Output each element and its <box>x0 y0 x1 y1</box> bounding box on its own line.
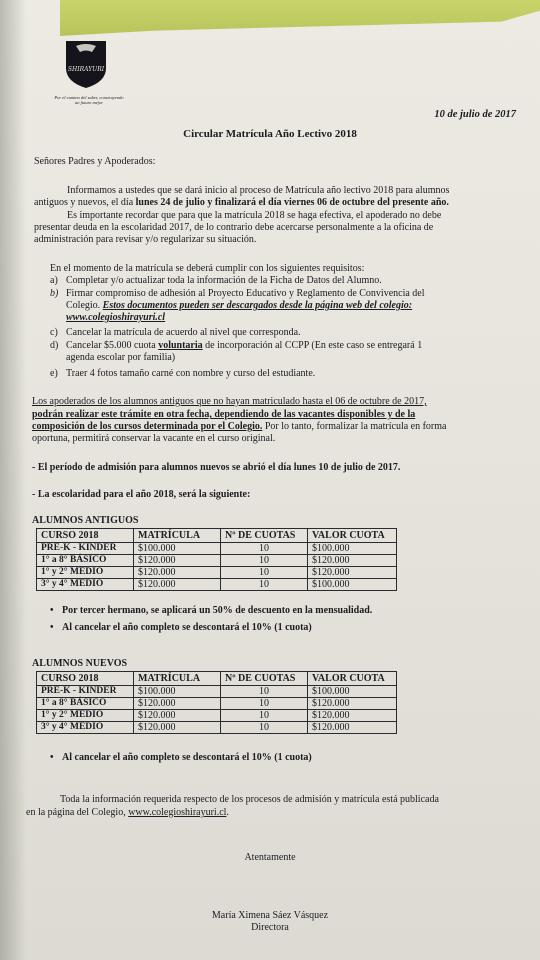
fees-table-antiguos <box>36 528 397 591</box>
cell-matricula: $120.000 <box>134 722 221 734</box>
cell-matricula: $100.000 <box>134 543 221 555</box>
cell-matricula: $120.000 <box>134 710 221 722</box>
intro-line-4: presentar deuda en la escolaridad 2017, de lo contrario debe acercarse personalmente a la oficina de <box>34 222 434 233</box>
greeting: Señores Padres y Apoderados: <box>34 156 156 167</box>
requirements-lead: En el momento de la matrícula se deberá cumplir con los siguientes requisitos: <box>50 263 365 274</box>
table-row <box>37 579 397 591</box>
farewell: Atentamente <box>244 852 296 863</box>
note-full-year-nuevos <box>50 752 312 764</box>
intro-line-1: Informamos a ustedes que se dará inicio al proceso de Matrícula año lectivo 2018 para alumnos <box>67 185 450 196</box>
cell-cuotas: 10 <box>221 579 308 591</box>
cell-curso: 1° a 8° BÁSICO <box>37 698 134 710</box>
intro-line-3: Es importante recordar que para que la matrícula 2018 se haga efectiva, el apoderado no debe <box>67 210 442 221</box>
intro-dates: lunes 24 de julio y finalizará el día viernes 06 de octubre del presente año. <box>135 197 449 208</box>
note-third-sibling <box>50 605 372 617</box>
cell-cuotas: 10 <box>221 543 308 555</box>
cell-valor: $120.000 <box>308 555 397 567</box>
cell-valor: $120.000 <box>308 567 397 579</box>
cell-valor: $120.000 <box>308 722 397 734</box>
document-title: Circular Matrícula Año Lectivo 2018 <box>183 128 357 140</box>
table-antiguos-title: ALUMNOS ANTIGUOS <box>32 515 139 526</box>
notice-composition: composición de los cursos determinada por el Colegio. <box>32 421 263 432</box>
table-nuevos-title: ALUMNOS NUEVOS <box>32 658 128 669</box>
closing-line-2 <box>26 807 229 820</box>
col-valor-cuota: VALOR CUOTA <box>308 529 397 543</box>
requirement-d-text-end: de incorporación al CCPP (En este caso se entregará 1 <box>202 340 423 351</box>
requirement-d-text: Cancelar $5.000 cuota <box>66 340 159 351</box>
notice-line-1: Los apoderados de los alumnos antiguos que no hayan matriculado hasta el 06 de octubre de 2017, <box>32 396 427 407</box>
col-matricula: MATRÍCULA <box>134 529 221 543</box>
requirement-b-download-note: Estos documentos pueden ser descargados desde la página web del colegio: <box>102 300 413 311</box>
requirement-e: Traer 4 fotos tamaño carné con nombre y curso del estudiante. <box>66 368 316 379</box>
signer-name: María Ximena Sáez Vásquez <box>211 910 329 921</box>
col-matricula: MATRÍCULA <box>134 672 221 686</box>
cell-valor: $100.000 <box>308 543 397 555</box>
col-curso: CURSO 2018 <box>37 672 134 686</box>
table-header-row <box>37 672 397 686</box>
requirement-c: Cancelar la matrícula de acuerdo al nivel que corresponda. <box>66 327 301 338</box>
cell-curso: 3° y 4° MEDIO <box>37 579 134 591</box>
closing-period: . <box>226 807 229 818</box>
signer-role: Directora <box>251 922 289 933</box>
requirement-e-letter: e) <box>50 368 58 379</box>
table-row <box>37 722 397 734</box>
note-full-year-antiguos <box>50 622 312 634</box>
cell-valor: $120.000 <box>308 710 397 722</box>
notice-line-2: podrán realizar este trámite en otra fecha, dependiendo de las vacantes disponibles y de la <box>32 409 416 420</box>
notice-line-4: oportuna, permitirá conservar la vacante en el curso original. <box>32 433 276 444</box>
table-row <box>37 567 397 579</box>
note-text: Al cancelar el año completo se descontará el 10% (1 cuota) <box>62 752 312 763</box>
schooling-note: - La escolaridad para el año 2018, será la siguiente: <box>32 489 251 500</box>
cell-matricula: $120.000 <box>134 555 221 567</box>
cell-cuotas: 10 <box>221 722 308 734</box>
requirement-d-line-1 <box>66 340 422 353</box>
cell-cuotas: 10 <box>221 710 308 722</box>
requirement-a-letter: a) <box>50 275 58 286</box>
document-date: 10 de julio de 2017 <box>434 109 516 120</box>
cell-matricula: $120.000 <box>134 579 221 591</box>
note-text: Por tercer hermano, se aplicará un 50% de descuento en la mensualidad. <box>62 605 373 616</box>
requirement-b-line-2 <box>66 300 412 313</box>
col-valor-cuota: VALOR CUOTA <box>308 672 397 686</box>
closing-line-1: Toda la información requerida respecto de los procesos de admisión y matrícula está publicada <box>60 794 439 805</box>
requirement-d-line-2: agenda escolar por familia) <box>66 352 176 363</box>
requirement-d-voluntary: voluntaria <box>158 340 203 351</box>
cell-cuotas: 10 <box>221 567 308 579</box>
cell-cuotas: 10 <box>221 686 308 698</box>
cell-curso: 1° a 8° BÁSICO <box>37 555 134 567</box>
cell-cuotas: 10 <box>221 555 308 567</box>
requirement-b-text: Colegio. <box>66 300 103 311</box>
bullet-dot-icon: • <box>50 752 54 763</box>
cell-curso: 1° y 2° MEDIO <box>37 710 134 722</box>
table-header-row <box>37 529 397 543</box>
note-text: Al cancelar el año completo se descontará el 10% (1 cuota) <box>62 622 312 633</box>
requirement-a: Completar y/o actualizar toda la información de la Ficha de Datos del Alumno. <box>66 275 382 286</box>
background-green-fold <box>60 0 540 36</box>
logo-text: SHIRAYURI <box>67 66 105 73</box>
requirement-d-letter: d) <box>50 340 59 351</box>
requirement-b-letter: b) <box>50 288 59 299</box>
intro-text: antiguos y nuevos, el día <box>34 197 136 208</box>
notice-text: Por lo tanto, formalizar la matrícula en forma <box>262 421 447 432</box>
table-row <box>37 543 397 555</box>
intro-line-2 <box>34 197 449 210</box>
cell-curso: 1° y 2° MEDIO <box>37 567 134 579</box>
requirement-b-line-1: Firmar compromiso de adhesión al Proyecto Educativo y Reglamento de Convivencia del <box>66 288 425 299</box>
cell-curso: 3° y 4° MEDIO <box>37 722 134 734</box>
table-row <box>37 686 397 698</box>
closing-website-link[interactable]: www.colegioshirayuri.cl <box>128 807 227 818</box>
bullet-dot-icon: • <box>50 622 54 633</box>
school-website-link[interactable]: www.colegioshirayuri.cl <box>66 312 166 323</box>
admission-note: - El período de admisión para alumnos nuevos se abrió el día lunes 10 de julio de 2017. <box>32 462 401 473</box>
closing-text: en la página del Colegio, <box>26 807 129 818</box>
col-cuotas: Nº DE CUOTAS <box>221 672 308 686</box>
cell-cuotas: 10 <box>221 698 308 710</box>
bullet-dot-icon: • <box>50 605 54 616</box>
cell-matricula: $120.000 <box>134 698 221 710</box>
requirement-c-letter: c) <box>50 327 58 338</box>
col-cuotas: Nº DE CUOTAS <box>221 529 308 543</box>
fees-table-nuevos <box>36 671 397 734</box>
table-row <box>37 698 397 710</box>
school-motto: Por el camino del saber, construyendo un futuro mejor <box>54 95 124 105</box>
notice-line-3 <box>32 421 446 434</box>
intro-line-5: administración para revisar y/o regularizar su situación. <box>34 234 257 245</box>
table-row <box>37 555 397 567</box>
cell-curso: PRE-K - KINDER <box>37 686 134 698</box>
cell-matricula: $120.000 <box>134 567 221 579</box>
school-crest-logo <box>62 38 110 90</box>
page-shadow <box>0 0 26 960</box>
cell-valor: $100.000 <box>308 579 397 591</box>
cell-matricula: $100.000 <box>134 686 221 698</box>
col-curso: CURSO 2018 <box>37 529 134 543</box>
cell-curso: PRE-K - KINDER <box>37 543 134 555</box>
cell-valor: $100.000 <box>308 686 397 698</box>
cell-valor: $120.000 <box>308 698 397 710</box>
table-row <box>37 710 397 722</box>
